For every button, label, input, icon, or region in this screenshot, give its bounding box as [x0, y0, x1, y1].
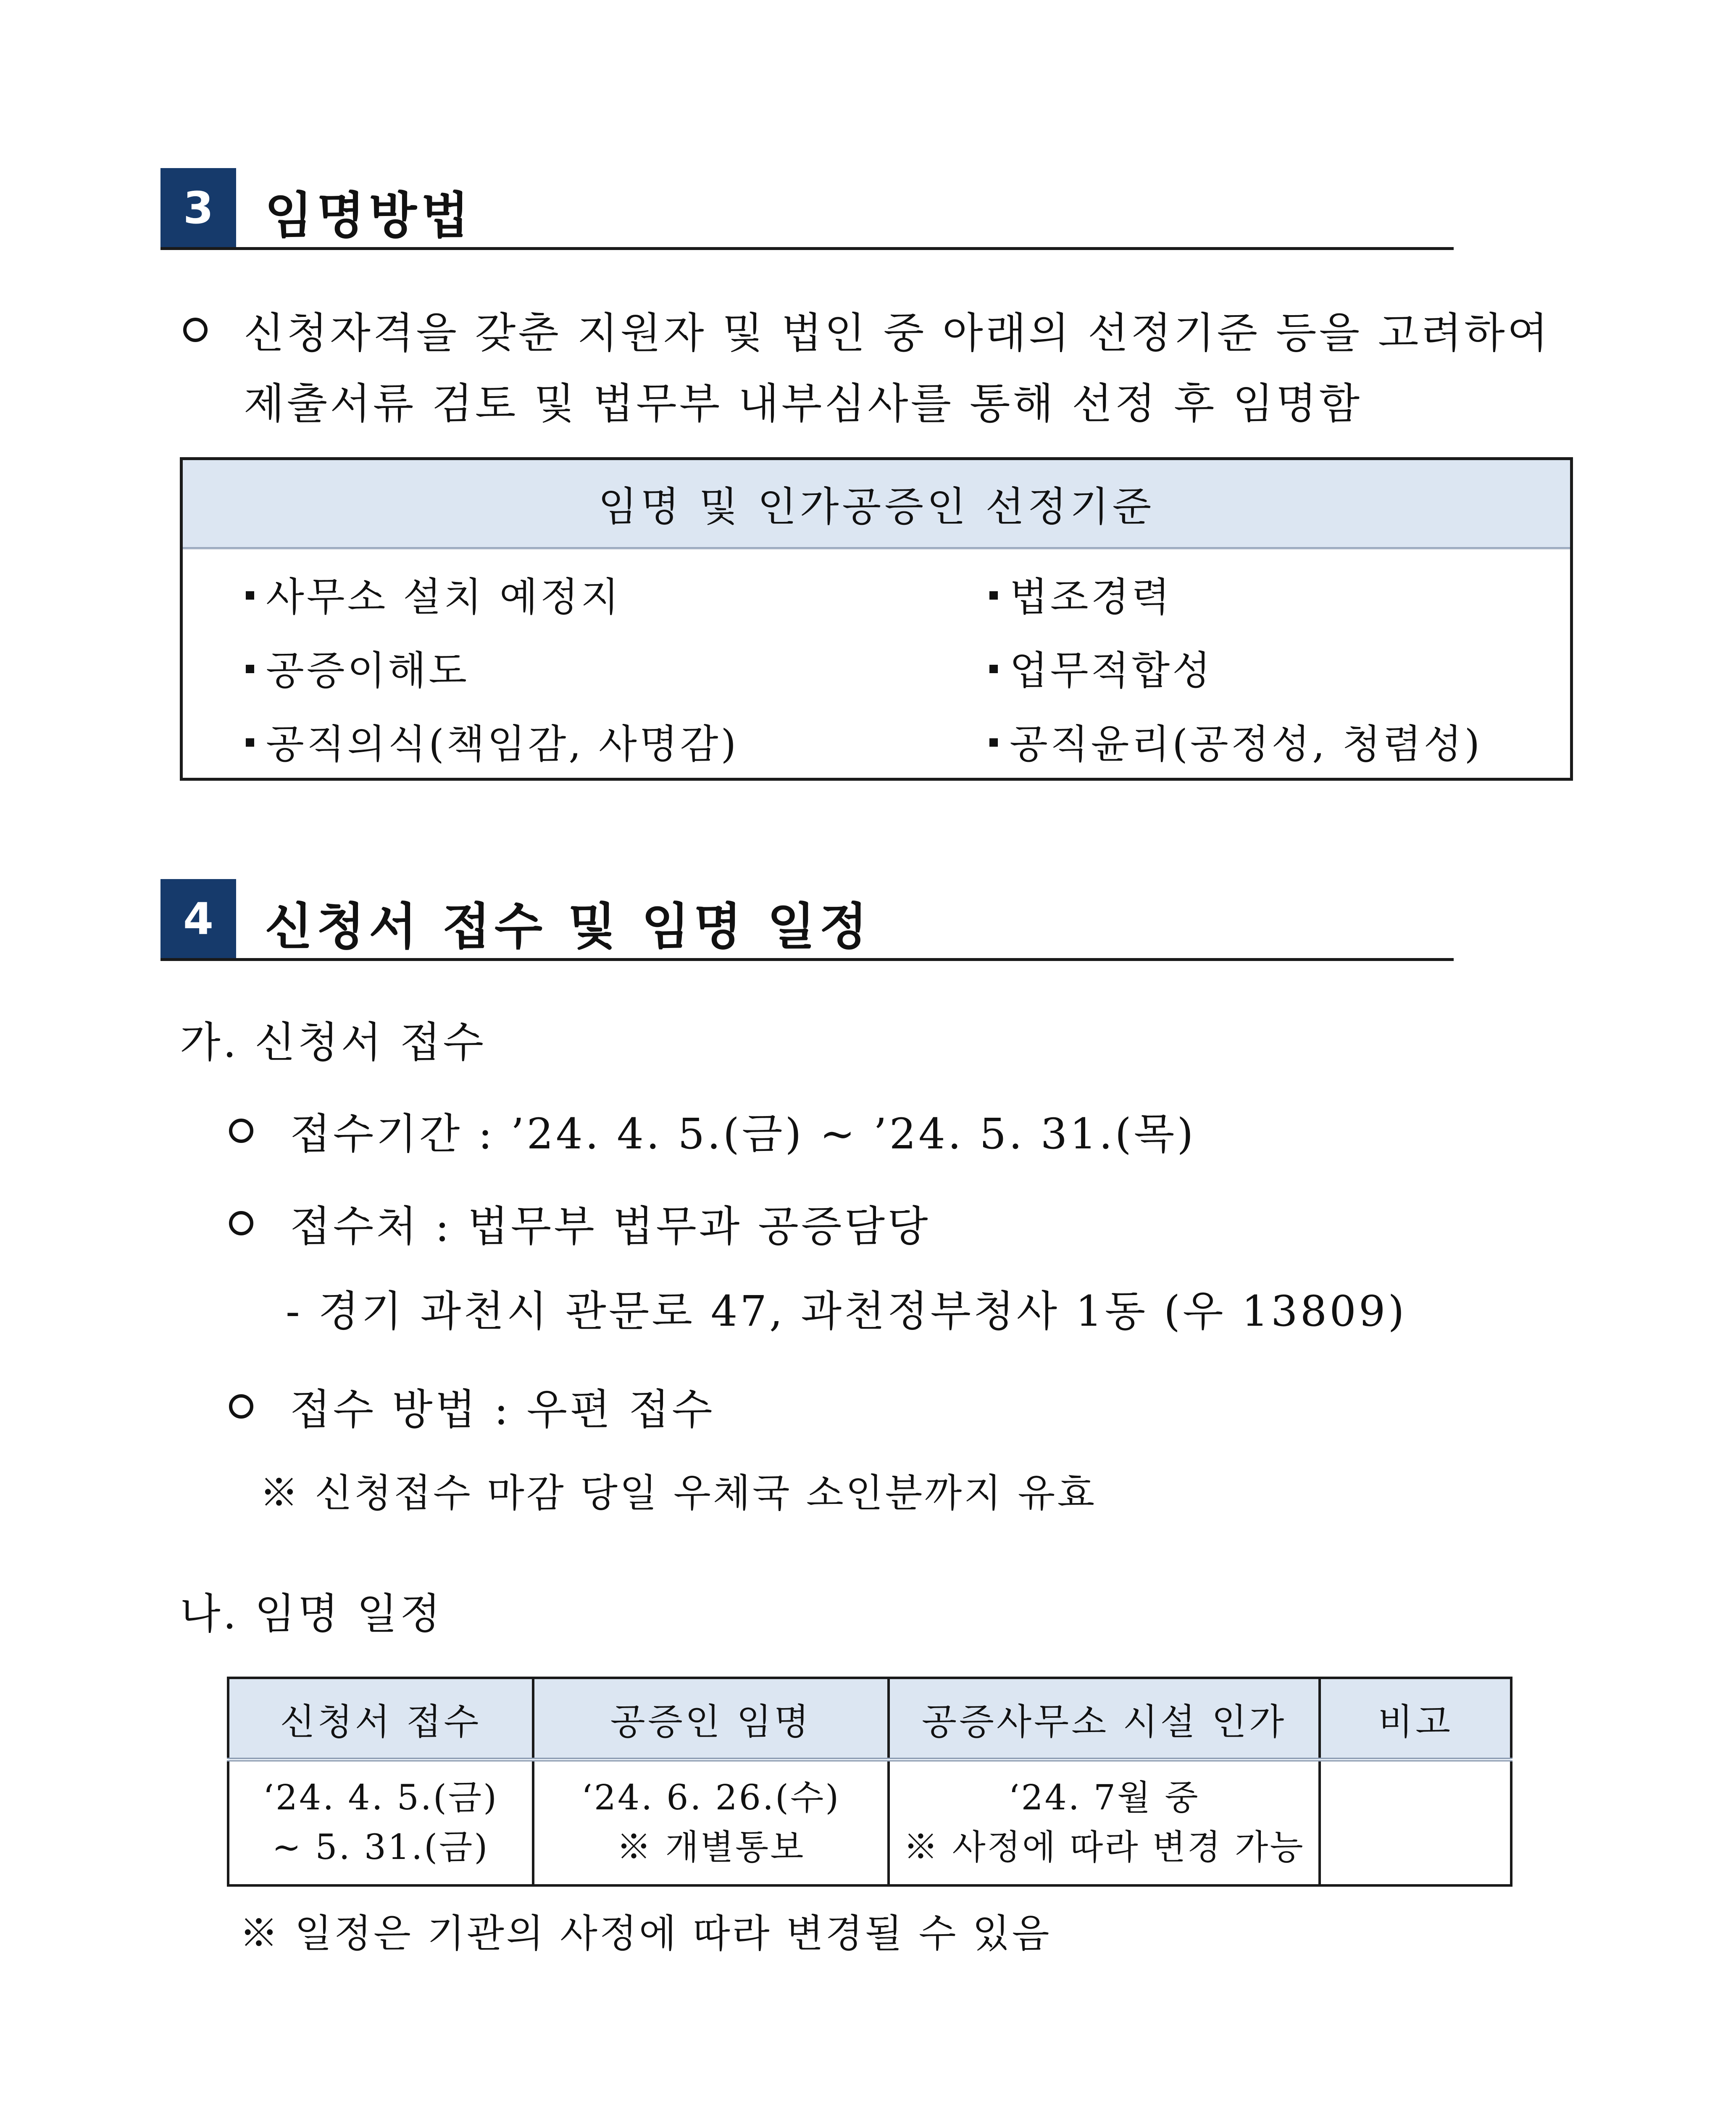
application-address: - 경기 과천시 관문로 47, 과천정부청사 1동 (우 13809): [286, 1287, 1407, 1336]
table-header: 공증인 임명: [533, 1678, 889, 1760]
table-header: 공증사무소 시설 인가: [889, 1678, 1320, 1760]
section-3-intro-line1: 신청자격을 갖춘 지원자 및 법인 중 아래의 선정기준 등을 고려하여: [244, 308, 1551, 358]
section-3-intro-line2: 제출서류 검토 및 법무부 내부심사를 통해 선정 후 임명함: [244, 379, 1362, 428]
table-header-row: [228, 1678, 1511, 1760]
application-period: 접수기간 : ’24. 4. 5.(금) ~ ’24. 5. 31.(목): [290, 1109, 1196, 1158]
section-4-badge: 4: [160, 879, 236, 959]
schedule-table: [227, 1677, 1512, 1887]
criteria-box: [180, 457, 1573, 781]
circle-bullet-icon: [183, 318, 208, 342]
table-header: 비고: [1320, 1678, 1511, 1760]
table-header: 신청서 접수: [228, 1678, 533, 1760]
table-cell-appointment: ‘24. 6. 26.(수) ※ 개별통보: [533, 1760, 889, 1886]
criteria-item: 사무소 설치 예정지: [246, 565, 621, 622]
square-bullet-icon: [989, 665, 998, 673]
table-cell-remarks: [1320, 1760, 1511, 1886]
criteria-item: 법조경력: [989, 565, 1172, 622]
section-3-badge: 3: [160, 168, 236, 248]
table-cell-application: ‘24. 4. 5.(금) ~ 5. 31.(금): [228, 1760, 533, 1886]
circle-bullet-icon: [229, 1119, 253, 1143]
table-row: [228, 1760, 1511, 1886]
subheading-application: 가. 신청서 접수: [180, 1018, 486, 1067]
square-bullet-icon: [989, 738, 998, 747]
square-bullet-icon: [989, 591, 998, 600]
section-4-title: 신청서 접수 및 임명 일정: [265, 898, 872, 956]
criteria-item: 공직의식(책임감, 사명감): [246, 712, 739, 769]
application-method: 접수 방법 : 우편 접수: [290, 1385, 715, 1434]
circle-bullet-icon: [229, 1211, 253, 1235]
schedule-note: ※ 일정은 기관의 사정에 따라 변경될 수 있음: [239, 1911, 1052, 1956]
square-bullet-icon: [246, 665, 254, 673]
circle-bullet-icon: [229, 1394, 253, 1419]
section-3-rule: [160, 247, 1454, 250]
square-bullet-icon: [246, 738, 254, 747]
criteria-title: 임명 및 인가공증인 선정기준: [183, 460, 1570, 549]
square-bullet-icon: [246, 591, 254, 600]
criteria-item: 공직윤리(공정성, 청렴성): [989, 712, 1482, 769]
section-4-rule: [160, 958, 1454, 961]
section-3-title: 임명방법: [265, 187, 473, 245]
table-cell-approval: ‘24. 7월 중 ※ 사정에 따라 변경 가능: [889, 1760, 1320, 1886]
criteria-item: 업무적합성: [989, 639, 1213, 695]
application-place: 접수처 : 법무부 법무과 공증담당: [290, 1202, 931, 1251]
subheading-schedule: 나. 임명 일정: [180, 1589, 443, 1638]
postmark-note: ※ 신청접수 마감 당일 우체국 소인분까지 유효: [260, 1471, 1097, 1516]
criteria-item: 공증이해도: [246, 639, 469, 695]
